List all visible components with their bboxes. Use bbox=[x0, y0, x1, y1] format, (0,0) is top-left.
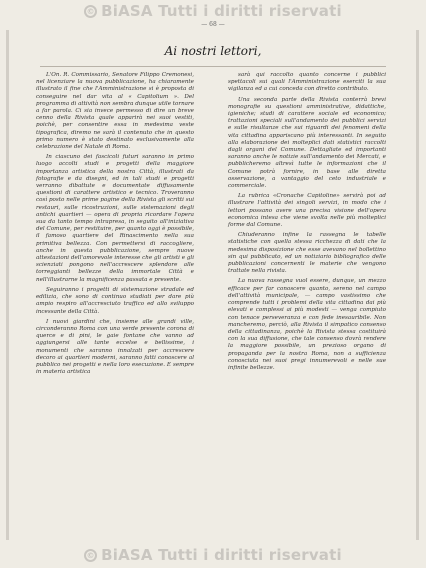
paragraph: I nuovi giardini che, insieme alle grandi ville, circonderanno Roma con una verde presente corona di querce e di pini, le gaie fontane che vanno ad aggiungersi alle tante eccelse e bellissime, i monumenti che saranno innalzati per accrescere decoro ai quartieri moderni, saranno fatti conoscere al pubblico nei progetti e nella loro esecuzione. E sempre in materia artistica bbox=[36, 318, 194, 376]
paragraph: Chiuderanno infine la rassegna le tabelle statistiche con quella stessa ricchezza di dati che la medesima disposizione che esse avevano nel bollettino sin qui pubblicato, ed un notiziario bibliografico delle pubblicazioni concernenti le materie che vengono trattate nella rivista. bbox=[228, 232, 386, 275]
paragraph: Una seconda parte della Rivista conterrà brevi monografie su questioni amministrative, didattiche, igieniche; studi di carattere sociale ed economico; trattazioni speciali sull'andamento dei pubblici servizi e sulle risultanze che sui riguardi dei fenomeni della vita cittadina appariscano più interessanti. In seguito alla elaborazione dei molteplici dati statistici raccolti dagli organi del Comune. Dettagliate ed importanti saranno anche le notizie sull'andamento dei Mercati, e pubblicheremo altresì tutte le informazioni che il Comune potrà fornire, in base alle diretta osservazione, a vantaggio del ceto industriale e commerciale. bbox=[228, 96, 386, 190]
watermark-top bbox=[0, 2, 426, 20]
paragraph: sarà qui raccolto quanto concerne i pubblici spettacoli sui quali l'Amministrazione eserciti la sua vigilanza ed a cui conceda con diretto contributo. bbox=[228, 72, 386, 93]
paragraph: Seguiranno i progetti di sistemazione stradale ed edilizia, che sono di continuo studiati per dare più ampio respiro all'accresciuto traffico ed allo sviluppo incessante della Città. bbox=[36, 286, 194, 315]
paragraph: L'On. R. Commissario, Senatore Filippo Cremonesi, nel licenziare la nuova pubblicazione, ha chiaramente illustrato il fine che l'Amministrazione si è proposta di conseguire nel dar vita al « Capitolium ». Del programma di attività non sembra dunque utile tornare a far parola. Ci sia invece permesso di dire un breve cenno della Rivista quale apparirà nei suoi vestiti, poichè, per consentire essa in medesima veste tipografica, diremo ne sarà il contenuto che in questo primo numero è stato destinato esclusivamente alla celebrazione del Natale di Roma. bbox=[36, 72, 195, 151]
watermark-bottom bbox=[0, 546, 426, 564]
copyright-logo-icon: © bbox=[84, 5, 97, 18]
page-number: — 68 — bbox=[201, 21, 225, 28]
right-column bbox=[228, 72, 386, 375]
watermark-bottom-text: BiASA Tutti i diritti riservati bbox=[101, 546, 342, 564]
copyright-logo-icon: © bbox=[84, 549, 97, 562]
paragraph: La rubrica «Cronache Capitoline» servirà poi ad illustrare l'attività dei singoli servizi, in modo che i lettori possano avere una precisa visione dell'opera economica intesa che viene svolta nelle più molteplici forme dal Comune. bbox=[228, 193, 386, 229]
page-edge-right bbox=[416, 30, 419, 540]
paragraph: La nuova rassegna vuol essere, dunque, un mezzo efficace per far conoscere quanto, sereno nel campo dell'attività municipale, — campo vastissimo che comprende tutti i problemi della vita cittadina dai più elevati e complessi ai più modesti — venga compiuto con tenace perseveranza e con fede inesauribile. Non mancheremo, perciò, alla Rivista il simpatico consenso della cittadinanza, poichè la Rivista stessa costituirà con la sua diffusione, che tale consenso dovrà rendere la maggiore possibile, un prezioso organo di propaganda per la nostra Roma, non a sufficienza conosciuta nei suoi pregi innumerevoli e nelle sue infinite bellezze. bbox=[228, 278, 386, 371]
title-divider bbox=[40, 66, 386, 67]
article-title: Ai nostri lettori, bbox=[164, 44, 262, 58]
paragraph: In ciascuno dei fascicoli futuri saranno in primo luogo accolti studi e progetti della maggiore importanza artistica della nostra Città, illustrati da fotografie e da disegni, ed in tali studi e progetti verranno dibattute e documentate diffusamente questioni di carattere artistico e tecnico. Troveranno così posto nelle prime pagine della Rivista gli scritti sui restauri, sulle ricostruzioni, sulle sistemazioni degli antichi quartieri — opera di propria ricordare l'opera sua da tanto tempo intrapresa, in seguito all'iniziativa del Comune, per restituire, per quanto oggi è possibile, il famoso quartiere del Rinascimento nella sua primitiva bellezza. Con permettersi di raccogliere, anche in questa pubblicazione, sempre nuove attestazioni dell'amorevole interesse che gli artisti e gli scienziati pongono nell'accrescere splendore alle torreggianti bellezze della immortale Città e nell'illustrarne la magnificenza passata e presente. bbox=[36, 154, 194, 283]
left-column bbox=[36, 72, 194, 379]
watermark-top-text: BiASA Tutti i diritti riservati bbox=[101, 2, 342, 20]
page-edge-left bbox=[6, 30, 9, 540]
